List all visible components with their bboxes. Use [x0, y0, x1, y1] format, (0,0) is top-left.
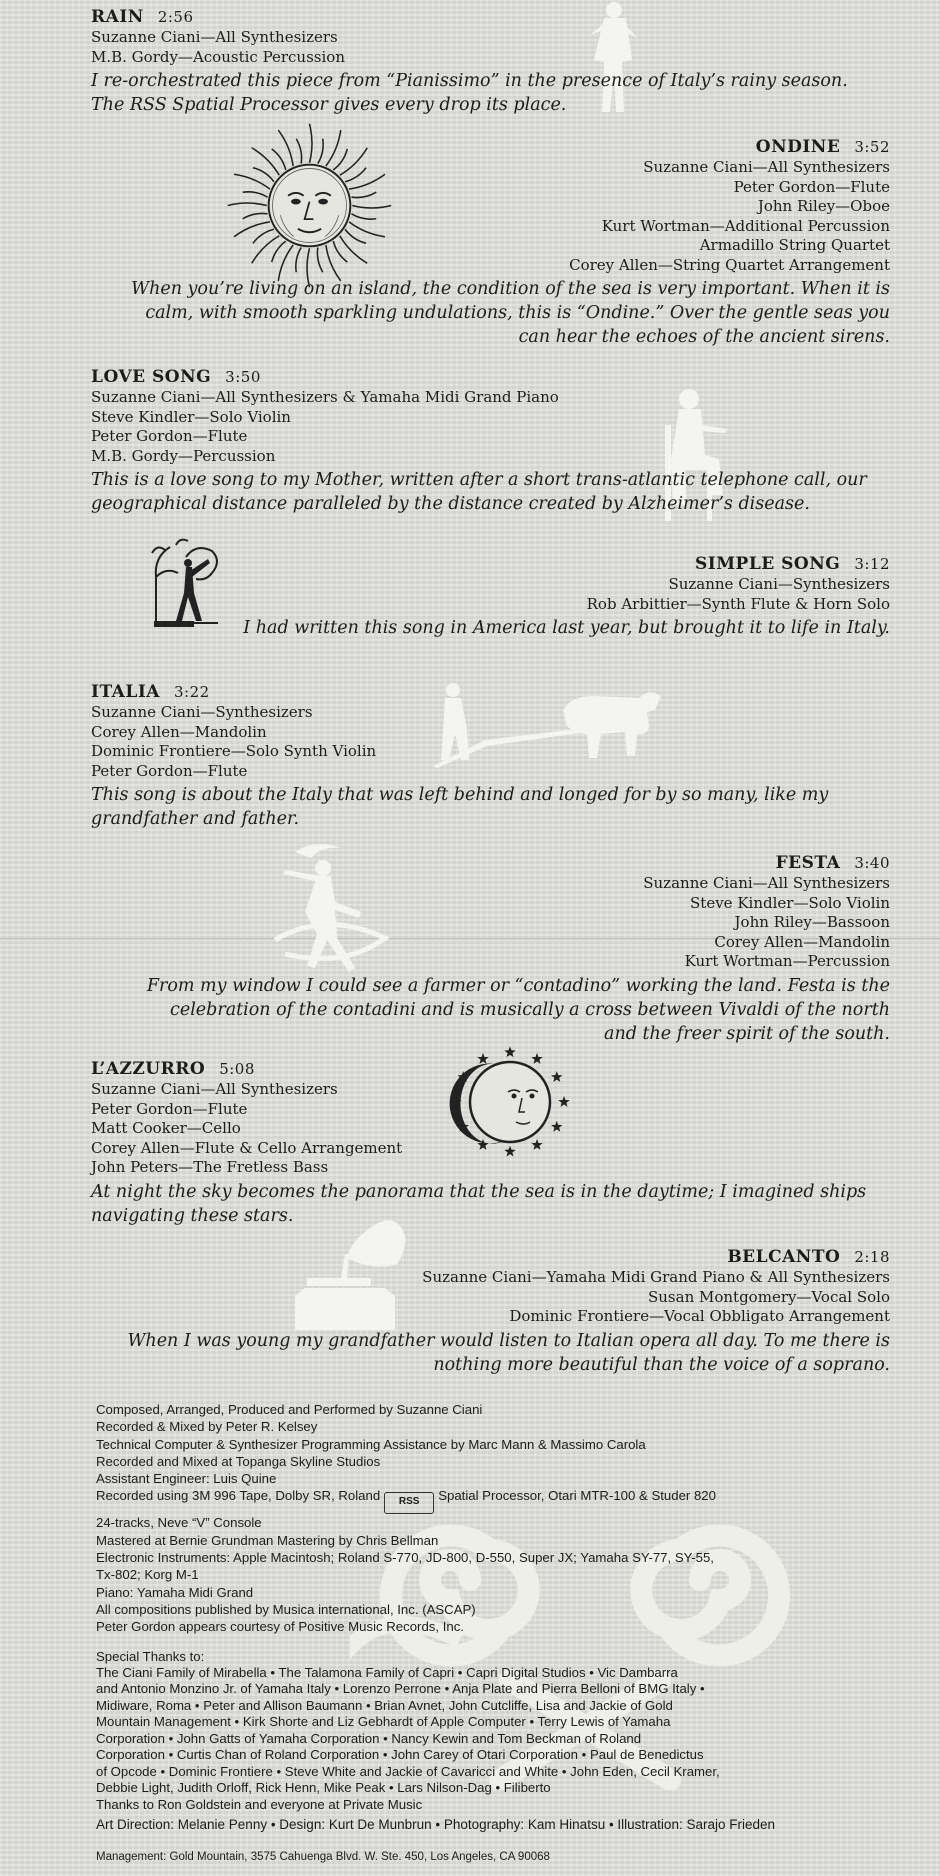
- credit-line: Kurt Wortman—Additional Percussion: [601, 216, 890, 235]
- credit-line: Dominic Frontiere—Vocal Obbligato Arrangement: [509, 1307, 890, 1325]
- credit-line: Corey Allen—Flute & Cello Arrangement: [91, 1138, 403, 1157]
- credit-line: 24-tracks, Neve “V” Console: [96, 1515, 262, 1531]
- credit-line: Tx-802; Korg M-1: [96, 1567, 199, 1583]
- note-line: This is a love song to my Mother, written after a short trans-atlantic telephone call, our: [91, 470, 867, 490]
- track-duration: 3:22: [173, 683, 210, 701]
- note-line: grandfather and father.: [91, 809, 300, 829]
- note-line: celebration of the contadini and is musically a cross between Vivaldi of the north: [170, 999, 890, 1020]
- credit-line: Susan Montgomery—Vocal Solo: [648, 1287, 890, 1306]
- track-name: FESTA: [775, 853, 841, 873]
- track-name: LOVE SONG: [91, 367, 212, 387]
- note-line: When you’re living on an island, the condition of the sea is very important. When it is: [131, 279, 890, 299]
- track-name: L’AZZURRO: [91, 1059, 206, 1079]
- credit-line: Corey Allen—String Quartet Arrangement: [569, 255, 890, 274]
- track-name: ITALIA: [91, 682, 160, 702]
- track-note: [91, 783, 901, 831]
- credit-line: All compositions published by Musica international, Inc. (ASCAP): [96, 1601, 476, 1617]
- thanks-line: and Antonio Monzino Jr. of Yamaha Italy • Lorenzo Perrone • Anja Plate and Pierra Belloni of BMG Italy •: [96, 1681, 705, 1697]
- special-thanks-list: [96, 1665, 926, 1814]
- track-title: [91, 6, 851, 28]
- credit-line: Electronic Instruments: Apple Macintosh; Roland S-770, JD-800, D-550, Super JX; Yamaha SY-77, SY-55,: [96, 1550, 714, 1566]
- note-line: The RSS Spatial Processor gives every drop its place.: [91, 95, 567, 115]
- credit-line: Assistant Engineer: Luis Quine: [96, 1471, 277, 1487]
- production-credits: [96, 1401, 926, 1813]
- track-note: [91, 1180, 901, 1228]
- track-title: [91, 1058, 901, 1080]
- note-line: navigating these stars.: [91, 1205, 294, 1226]
- track-note: [91, 468, 901, 516]
- thanks-line: Corporation • Curtis Chan of Roland Corporation • John Carey of Otari Corporation • Paul de Benedictus: [96, 1747, 704, 1763]
- track-note: [91, 69, 851, 117]
- credit-line: Rob Arbittier—Synth Flute & Horn Solo: [586, 594, 890, 613]
- credit-line: Suzanne Ciani—All Synthesizers & Yamaha Midi Grand Piano: [91, 388, 559, 406]
- track-italia: [91, 681, 901, 831]
- credit-line: Technical Computer & Synthesizer Programming Assistance by Marc Mann & Massimo Carola: [96, 1436, 646, 1452]
- credit-line: Suzanne Ciani—All Synthesizers: [643, 158, 890, 176]
- management-line: Management: Gold Mountain, 3575 Cahuenga Blvd. W. Ste. 450, Los Angeles, CA 90068: [96, 1851, 550, 1863]
- credit-line: Peter Gordon—Flute: [91, 1099, 248, 1118]
- track-duration: 5:08: [219, 1060, 255, 1078]
- track-simple-song: [80, 553, 890, 640]
- credit-line: Suzanne Ciani—Synthesizers: [91, 703, 313, 721]
- track-duration: 2:56: [157, 8, 194, 26]
- thanks-line: of Opcode • Dominic Frontiere • Steve White and Jackie of Cavaricci and White • John Eden, Cecil Kramer,: [96, 1763, 720, 1779]
- note-line: I had written this song in America last year, but brought it to life in Italy.: [243, 618, 890, 638]
- track-belcanto: [80, 1246, 890, 1377]
- note-line: can hear the echoes of the ancient sirens.: [518, 327, 890, 347]
- credit-line: John Peters—The Fretless Bass: [91, 1158, 329, 1176]
- credit-line: M.B. Gordy—Acoustic Percussion: [91, 47, 345, 66]
- credit-line: John Riley—Bassoon: [734, 913, 890, 931]
- credit-line: Kurt Wortman—Percussion: [684, 952, 890, 970]
- track-note: [80, 974, 890, 1046]
- track-ondine: [80, 136, 890, 349]
- recorded-using-line: [96, 1487, 926, 1514]
- track-note: [80, 277, 890, 349]
- note-line: From my window I could see a farmer or “contadino” working the land. Festa is the: [146, 975, 890, 996]
- track-title: [80, 136, 890, 158]
- track-title: [91, 681, 901, 703]
- track-title: [80, 852, 890, 874]
- note-line: nothing more beautiful than the voice of a soprano.: [433, 1354, 890, 1375]
- art-credits: Art Direction: Melanie Penny • Design: Kurt De Munbrun • Photography: Kam Hinatsu • Illustration: Sarajo Frieden: [96, 1817, 776, 1832]
- note-line: calm, with smooth sparkling undulations, this is “Ondine.” Over the gentle seas you: [145, 303, 890, 323]
- credit-line: Piano: Yamaha Midi Grand: [96, 1584, 254, 1600]
- credit-line: Mastered at Bernie Grundman Mastering by Chris Bellman: [96, 1532, 439, 1548]
- credit-line: Peter Gordon—Flute: [91, 427, 248, 445]
- credit-line: Composed, Arranged, Produced and Performed by Suzanne Ciani: [96, 1402, 483, 1417]
- thanks-line: The Ciani Family of Mirabella • The Talamona Family of Capri • Capri Digital Studios • Vic Dambarra: [96, 1664, 678, 1680]
- track-name: ONDINE: [755, 137, 841, 157]
- credit-line: Peter Gordon—Flute: [733, 177, 890, 196]
- thanks-line: Mountain Management • Kirk Shorte and Liz Gebhardt of Apple Computer • Terry Lewis of Yamaha: [96, 1714, 671, 1730]
- track-note: [80, 616, 890, 640]
- note-line: geographical distance paralleled by the distance created by Alzheimer’s disease.: [91, 494, 810, 514]
- track-duration: 3:12: [854, 555, 890, 573]
- thanks-line: Debbie Light, Judith Orloff, Rick Henn, Mike Peak • Lars Nilson-Dag • Filiberto: [96, 1780, 551, 1796]
- credit-line: Suzanne Ciani—Yamaha Midi Grand Piano & All Synthesizers: [422, 1268, 890, 1286]
- credit-line: John Riley—Oboe: [757, 197, 890, 215]
- note-line: and the freer spirit of the south.: [604, 1023, 890, 1044]
- thanks-line: Corporation • John Gatts of Yamaha Corporation • Nancy Kewin and Tom Beckman of Roland: [96, 1730, 642, 1746]
- credit-line: Peter Gordon appears courtesy of Positive Music Records, Inc.: [96, 1619, 464, 1635]
- thanks-line: Midiware, Roma • Peter and Allison Baumann • Brian Avnet, John Cutcliffe, Lisa and Jackie of Gold: [96, 1697, 673, 1713]
- credit-line: M.B. Gordy—Percussion: [91, 446, 276, 465]
- credit-line: Recorded and Mixed at Topanga Skyline Studios: [96, 1453, 381, 1469]
- track-name: BELCANTO: [727, 1247, 841, 1267]
- track-name: RAIN: [91, 7, 144, 27]
- credit-line: Armadillo String Quartet: [699, 236, 890, 254]
- note-line: At night the sky becomes the panorama that the sea is in the daytime; I imagined ships: [91, 1181, 867, 1202]
- credit-text: Recorded using 3M 996 Tape, Dolby SR, Roland: [96, 1488, 381, 1504]
- credit-line: Suzanne Ciani—Synthesizers: [668, 575, 890, 593]
- track-title: [91, 366, 901, 388]
- credit-line: Suzanne Ciani—All Synthesizers: [643, 874, 890, 892]
- track-duration: 3:40: [854, 854, 890, 872]
- credit-line: Steve Kindler—Solo Violin: [690, 893, 890, 912]
- rss-logo: RSS: [384, 1492, 434, 1514]
- credit-text: Spatial Processor, Otari MTR-100 & Studer 820: [438, 1488, 716, 1504]
- special-thanks-heading: Special Thanks to:: [96, 1648, 205, 1664]
- credit-line: Corey Allen—Mandolin: [714, 932, 890, 951]
- track-duration: 3:52: [854, 138, 890, 156]
- note-line: When I was young my grandfather would listen to Italian opera all day. To me there is: [127, 1330, 890, 1351]
- credit-line: Matt Cooker—Cello: [91, 1119, 241, 1137]
- note-line: I re-orchestrated this piece from “Pianissimo” in the presence of Italy’s rainy season.: [91, 71, 848, 91]
- credit-line: Corey Allen—Mandolin: [91, 722, 267, 741]
- track-festa: [80, 852, 890, 1046]
- track-title: [80, 1246, 890, 1268]
- track-title: [80, 553, 890, 575]
- track-duration: 2:18: [854, 1248, 890, 1266]
- credit-line: Peter Gordon—Flute: [91, 761, 248, 780]
- credit-line: Suzanne Ciani—All Synthesizers: [91, 1080, 338, 1098]
- track-lazzurro: [91, 1058, 901, 1228]
- thanks-line: Thanks to Ron Goldstein and everyone at Private Music: [96, 1796, 423, 1812]
- credit-line: Steve Kindler—Solo Violin: [91, 407, 291, 426]
- track-love-song: [91, 366, 901, 516]
- credit-line: Suzanne Ciani—All Synthesizers: [91, 28, 338, 46]
- credit-line: Dominic Frontiere—Solo Synth Violin: [91, 742, 377, 760]
- track-duration: 3:50: [225, 368, 261, 386]
- track-note: [80, 1329, 890, 1377]
- note-line: This song is about the Italy that was left behind and longed for by so many, like my: [91, 785, 829, 805]
- track-name: SIMPLE SONG: [695, 554, 841, 574]
- track-rain: [91, 6, 851, 117]
- credit-line: Recorded & Mixed by Peter R. Kelsey: [96, 1419, 318, 1435]
